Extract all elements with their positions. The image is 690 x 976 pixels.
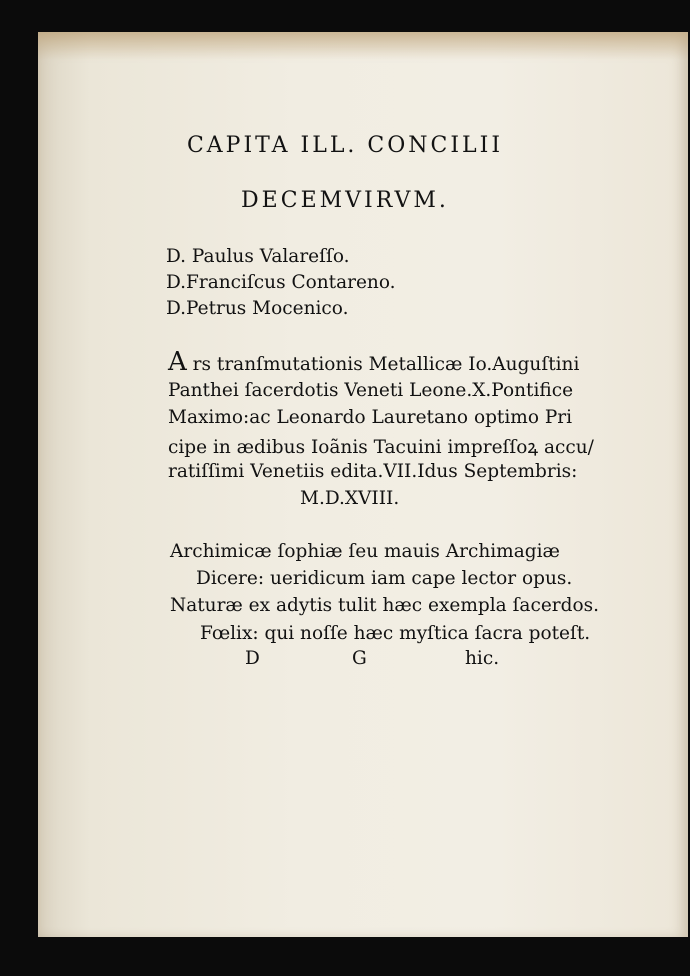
verse-line-2: Dicere: ueridicum iam cape lector opus. <box>196 568 573 589</box>
verse-line-4: Fœlix: qui noſſe hæc myſtica ſacra poteſt. <box>200 623 591 644</box>
initial-letter: A <box>168 347 187 377</box>
signature-mark-d: D <box>245 648 260 669</box>
member-line: D. Paulus Valareſſo. <box>166 246 350 267</box>
colophon-line-4: cipe in ædibus Ioãnis Tacuini impreſſoꝝ accu/ <box>168 437 594 458</box>
signature-mark-g: G <box>352 648 367 669</box>
member-line: D.Franciſcus Contareno. <box>166 272 396 293</box>
colophon-line-2: Panthei ſacerdotis Veneti Leone.X.Pontifice <box>168 380 574 401</box>
member-line: D.Petrus Mocenico. <box>166 298 349 319</box>
colophon-line <box>168 347 580 377</box>
book-page <box>38 32 688 937</box>
verse-line-1: Archimicæ ſophiæ ſeu mauis Archimagiæ <box>170 541 560 562</box>
page-title: CAPITA ILL. CONCILII <box>186 133 504 158</box>
colophon-line-1: rs tranſmutationis Metallicæ Io.Auguſtini <box>192 354 580 375</box>
verse-line-3: Naturæ ex adytis tulit hæc exempla ſacerdos. <box>170 595 599 616</box>
colophon-line-3: Maximo:ac Leonardo Lauretano optimo Pri <box>168 407 573 428</box>
colophon-line-5: ratiſſimi Venetiis edita.VII.Idus Septembris: <box>168 461 578 482</box>
signature-mark-hic: hic. <box>465 648 500 669</box>
colophon-date: M.D.XVIII. <box>300 488 400 509</box>
page-subtitle: DECEMVIRVM. <box>241 188 449 213</box>
